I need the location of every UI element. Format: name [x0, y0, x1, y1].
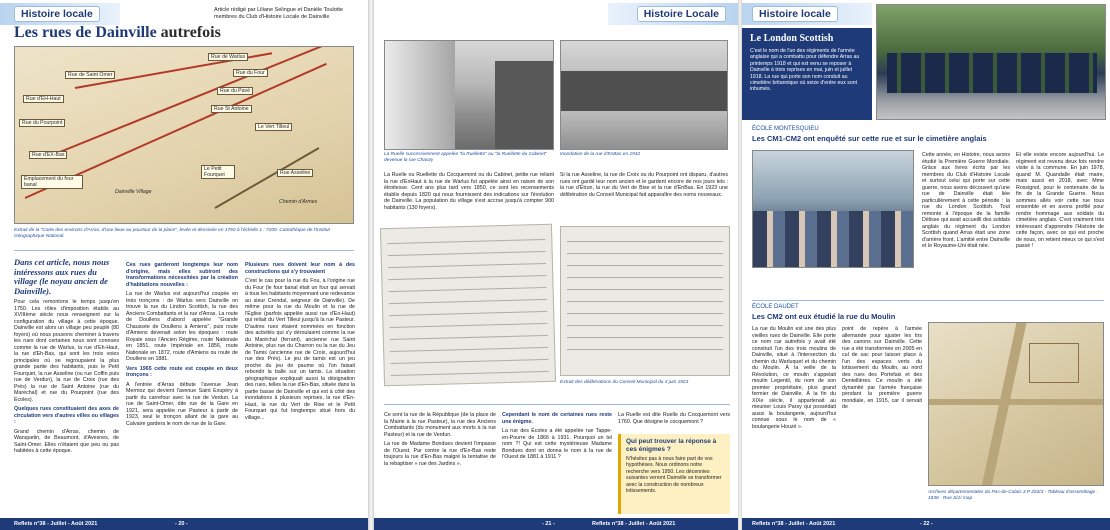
paragraph: La Ruelle ou Ruellette du Cocquemont ou du Cabinet, petite rue reliant la rue d'EnHaut à la rue de Warlus fut appelée ainsi en raison de son étroitesse. Cent ans plus tard vers 1850, ce sont les recensements établis depuis 1820 qui nous fournissent des indications sur l'évolution de Dainville. La population du village s'est accrue jusqu'à compter 900 habitants (130 foyers).: [384, 172, 554, 211]
map-label: Rue de Warlus: [208, 53, 248, 61]
page-21: [374, 0, 738, 530]
map-label: Rue d'EX-Bas: [29, 151, 67, 159]
subheading: Plusieurs rues doivent leur nom à des constructions qui s'y trouvaient: [245, 262, 355, 275]
page-footer: [0, 518, 368, 530]
map-label: Rue du Four: [233, 69, 268, 77]
divider: [14, 250, 354, 251]
footer-magazine: Reflets n°38 - Juillet - Août 2021: [14, 521, 98, 527]
map-label: Chemin d'Armes: [279, 199, 318, 205]
photo-soldiers: [887, 53, 1097, 93]
map-label: Rue St Antoine: [211, 105, 252, 113]
column-5: [618, 412, 730, 428]
column-1: [922, 152, 1010, 253]
column-4: [502, 412, 612, 464]
byline: Article rédigé par Liliane Selingue et Danièle Toulotte membres du Club d'Histoire Locale de Dainville: [214, 7, 343, 20]
page-footer: [742, 518, 1110, 530]
paragraph: Si la rue Asseline, la rue de Croix ou du Pourpoint ont disparu, d'autres rues ont gardé leur nom ancien et le gardent encore de nos jours tels : la rue d'Étrun, la rue du Vert de Bise et la rue d'EnBas. En 1923 une délibération du Conseil Municipal fait apparaître des noms nouveaux.: [560, 172, 728, 198]
map-label: Dainville Village: [115, 189, 152, 195]
intro-heading: Dans cet article, nous nous intéressons aux rues du village (le noyau ancien de Dainville).: [14, 257, 110, 296]
ls-title: Le London Scottish: [750, 33, 834, 44]
subheading: Vers 1965 cette route est coupée en deux tronçons :: [126, 365, 238, 378]
archive-map: [928, 322, 1104, 486]
enigma-box: [618, 434, 730, 514]
paragraph: La rue de Warlus est aujourd'hui coupée en trois tronçons : de Warlus vers Dainville on trouve la rue du Lindon Scottish, la rue des Anciens Combattants et la rue d'Arras. La route de Doullens d'abord appelée "Grande Chaussée de Doullens à Amiens", puis route d'Amiens devenait selon les époques : route Royale sous l'Ancien Régime, route Nationale en 1851, route Impériale en 1856, route Nationale en 1872, route d'Amiens ou route de Doullens en 1881.: [126, 291, 238, 362]
photo-house: [495, 61, 554, 150]
map-label: Le Petit Fourquet: [201, 165, 235, 179]
paragraph: Ce sont la rue de la République (de la place de la Mairie à la rue Pasteur), la rue des Anciens Combattants (du monument aux morts à la rue Pasteur) et la rue de Verdun.: [384, 412, 496, 438]
box-heading: Qui peut trouver la réponse à ces énigmes ?: [626, 438, 717, 453]
subheading: Quelques rues constituaient des axes de circulation vers d'autres villes ou villages :: [14, 406, 119, 425]
paragraph: C'est le cas pour la rue du Fou, à l'origine rue du Four (le four banal était un four qui servait à tous les habitants moyennant une redevance au sieur Crendal, seigneur de Dainville). De même pour la rue du Moulin et la rue de l'Église (parfois appelée aussi rue d'En-Haut) qui reliait du Vert Tilleul jusqu'à la rue Pasteur. D'autres rues étaient nommées en fonction des activités qui s'y déroulaient comme la rue du Maréchal (ferrant), ancienne rue Saint Antoine, plus rue du Charron ou la rue du Jeu de Tamis (ancienne rue de Croix, aujourd'hui rue des Prés). Le jeu de tamis est un jeu proche du jeu de paume où l'on faisait rebondir la balle sur un tamis. La situation géographique expliquait aussi la désignation des rues, telles la rue d'En-Bas, située dans la partie basse de Dainville et qui est à côté des inondations à plusieurs reprises, la rue d'En-Haut, la rue du Vert de Rise et le Petit Fourquet qui fut longtemps situé hors du village...: [245, 278, 355, 421]
column-1: [384, 172, 554, 214]
historic-map: [14, 46, 354, 224]
column-2: [1016, 152, 1104, 253]
photo-wall: [385, 41, 455, 150]
photo-children: [753, 211, 914, 268]
page-20: [0, 0, 368, 530]
page-number: - 20 -: [175, 521, 188, 527]
section-tag: Histoire locale: [752, 6, 838, 22]
map-road: [929, 399, 1104, 405]
column-3: [384, 412, 496, 470]
map-label: Le Vert Tilleul: [255, 123, 292, 131]
photo-ruelle: [384, 40, 554, 150]
photo-class: [752, 150, 914, 268]
title-suffix: autrefois: [160, 24, 221, 41]
manuscript-page-2: [560, 226, 730, 376]
school-label: ÉCOLE MONTESQUIEU: [752, 126, 819, 132]
photo-parade: [876, 4, 1106, 120]
page-footer: [374, 518, 738, 530]
column-2: [560, 172, 728, 201]
paragraph: La rue des Écoles a été appelée rue Tappe-en-Pourre de 1866 à 1931. Pourquoi un tel nom ?! Qui est cette mystérieuse Madame Bondues dont on donna le nom à la rue de l'Ouest de 1881 à 1911 ?: [502, 428, 612, 460]
column-1: [14, 258, 119, 458]
school-label: ÉCOLE DAUDET: [752, 304, 799, 310]
map-label: Rue Asseline: [277, 169, 313, 177]
paragraph: Cette année, en Histoire, nous avons étudié la Première Guerre Mondiale. Grâce aux livres écrits par les membres du Club d'Histoire Locale et surtout celui qui porte sur cette guerre, nous avons découvert qu'une rue de Dainville était liée particulièrement à cette période : la rue du London Scottish. Tout remonte à l'époque de la famille Délisse qui avait accueilli des soldats anglais du régiment du London Scottish quand Arras était une zone d'arrière front. L'amitié entre Dainville et le Royaume-Uni était née.: [922, 152, 1010, 249]
manuscript-page-1: [380, 224, 556, 386]
paragraph: La rue du Moulin est une des plus vieilles rues de Dainville. Elle porte ce nom car autrefois y avait été construit l'un des trois moulins de Dainville, situé à l'intersection du chemin du Warluquet et du chemin du Moulin. À la veille de la Révolution, ce moulin s'appelait moulin Legentil, du nom de son premier propriétaire, plus grand fermier de Dainville. À la fin du XIXe siècle, il appartenait au meunier Louis Parsy qui possédait aussi la boulangerie, aujourd'hui connue sous le nom de « boulangerie Houzé ».: [752, 326, 836, 430]
section-tag: Histoire locale: [14, 6, 100, 22]
map-caption: Extrait de la "Carte des environs d'Arras, d'une lieue au pourtour de la place", levée et dessinée en 1750 à l'échelle 1 : 7200. Cartothèque de l'Institut Géographique National.: [14, 228, 330, 239]
section-tag: Histoire Locale: [637, 6, 726, 22]
map-label: Emplacement du four banal: [21, 175, 83, 189]
subheading: Cependant le nom de certaines rues reste une énigme.: [502, 412, 612, 425]
manuscript-caption: Extrait des délibérations du Conseil Municipal du 3 juin 1923: [560, 380, 689, 385]
section-heading: Les CM1-CM2 ont enquêté sur cette rue et sur le cimetière anglais: [752, 134, 987, 143]
photo2-caption: Inondation de la rue d'EnBas en 1942: [560, 152, 641, 157]
london-scottish-box: [742, 28, 872, 120]
column-3: [245, 262, 355, 424]
paragraph: La rue de Madame Bondues devient l'impasse de l'Ouest. Par contre la rue d'En-Bas reste toujours la rue d'En-Bas malgré la tentative de la rebaptiser « rue des Jardins ».: [384, 441, 496, 467]
page-title: [14, 24, 221, 42]
map-label: Rue de Saint Omer: [65, 71, 115, 79]
map-parcel: [1029, 343, 1079, 383]
column-3: [752, 326, 836, 433]
paragraph: La Ruelle est dite Ruelle du Cocquemont vers 1760. Que désigne le cocquemont ?: [618, 412, 730, 425]
map-label: Rue du Pourpoint: [19, 119, 65, 127]
footer-magazine: Reflets n°38 - Juillet - Août 2021: [752, 521, 836, 527]
paragraph: Pour cela remontons le temps jusqu'en 1750. Les rôles d'imposition établis au XVIIIème siècle nous renseignent sur la configuration du village à cette époque. Dainville est alors un village peu peuplé (80 foyers) où nous pouvons cheminer à travers les rues dont certaines nous sont connues comme la rue de Warlus, la rue d'Eh-Haut, la rue d'Eh-Bas, qui sont les trois voies principales où se regroupaient la plus grande partie des habitants, puis le Petit Fourquet, la rue Asseline (ou rue Coffin puis rue de Verdun), la rue de Croix (rue des Prés) la rue de Saint Antoine (rue du Maréchal) et rue du Pourpoint (rue des Écoles).: [14, 299, 119, 403]
ls-text: C'est le nom de l'un des régiments de l'armée anglaise qui a combattu pour défendre Arras au printemps 1918 et qui est venu se reposer à Dainville à trois reprises en mai, juin et juillet 1918. La rue qui porte son nom conduit au cimetière britannique où seize d'entre eux sont inhumés.: [750, 48, 860, 93]
paragraph: A l'entrée d'Arras débute l'avenue Jean Mermoz qui devient l'avenue Saint Exupéry à partir du carrefour avec la rue de Verdun. La rue de Saint-Omer, dite rue de la Gare en 1921, sera appelée rue Pasteur à partir de 1923, seul le tronçon allant de la gare au Calvaire gardera le nom de rue de la Gare.: [126, 381, 238, 427]
column-2: [126, 262, 238, 430]
map-road: [45, 46, 324, 159]
map-label: Rue d'EH-Haut: [23, 95, 64, 103]
box-text: N'hésitez pas à nous faire part de vos hypothèses. Nous ordinons notre recherche vers 1950. Les décennies suivantes verront Dainville se transformer avec la construction de nombreux lotissements.: [626, 456, 722, 495]
map-label: Rue du Pavé: [217, 87, 253, 95]
photo-buildings: [561, 71, 728, 111]
section-heading: Les CM2 ont eux étudié la rue du Moulin: [752, 312, 896, 321]
subheading: Ces rues garderont longtemps leur nom d'origine, mais elles subiront des transformations nécessitées par la création d'habitations nouvelles :: [126, 262, 238, 288]
photo1-caption: La Ruelle successivement appelée "la Ruellette" ou "la Ruellette du Cabinet" devenue la rue Chanzy: [384, 152, 547, 163]
page-number: - 22 -: [920, 521, 933, 527]
column-4: [842, 326, 922, 414]
paragraph: point de repère à l'armée allemande pour ajuster les tirs des canons sur Dainville. Cette rue a été transformée en 2005 en cul de sac pour laisser place à l'un des espaces verts du lotissement du Moulin, au nord des rues des Portefaix et des Dentellières. Ce moulin a été dynamité par l'armée française pendant la première guerre mondiale, en 1915, car il servait de: [842, 326, 922, 410]
page-number: - 21 -: [542, 521, 555, 527]
footer-magazine: Reflets n°38 - Juillet - Août 2021: [592, 521, 676, 527]
divider: [752, 300, 1104, 301]
title-main: Les rues de Dainville: [14, 24, 157, 41]
paragraph: Et elle existe encore aujourd'hui. Le régiment est revenu deux fois rendre visite à la commune. En juin 1978, quand M. Quandalle était maire, mais aussi en 2018, avec Mme Rossignol, pour le centenaire de la fin de la Grande Guerre. Nous sommes allés voir cette rue tous ensemble et en avons profité pour rendre hommage aux soldats du cimetière anglais. C'est vraiment très intéressant d'apprendre l'Histoire de cette façon, avec ce qui est proche de nous, on retient mieux ce qui s'est passé !: [1016, 152, 1104, 249]
divider: [384, 404, 730, 405]
archive-caption: Archives départementales du Pas-de-Calais 3 P 263/3 - Tableau d'assemblage - 1838 - Rue S/1/ map: [928, 490, 1099, 501]
page-22: [742, 0, 1110, 530]
photo-inondation: [560, 40, 728, 150]
paragraph: Grand chemin d'Arras, chemin de Wanquetin, de Beaumont, d'Avesnes, de Saint-Omer. Elles n'étaient que peu ou pas habitées à cette époque.: [14, 428, 119, 454]
photo-water: [561, 111, 728, 150]
